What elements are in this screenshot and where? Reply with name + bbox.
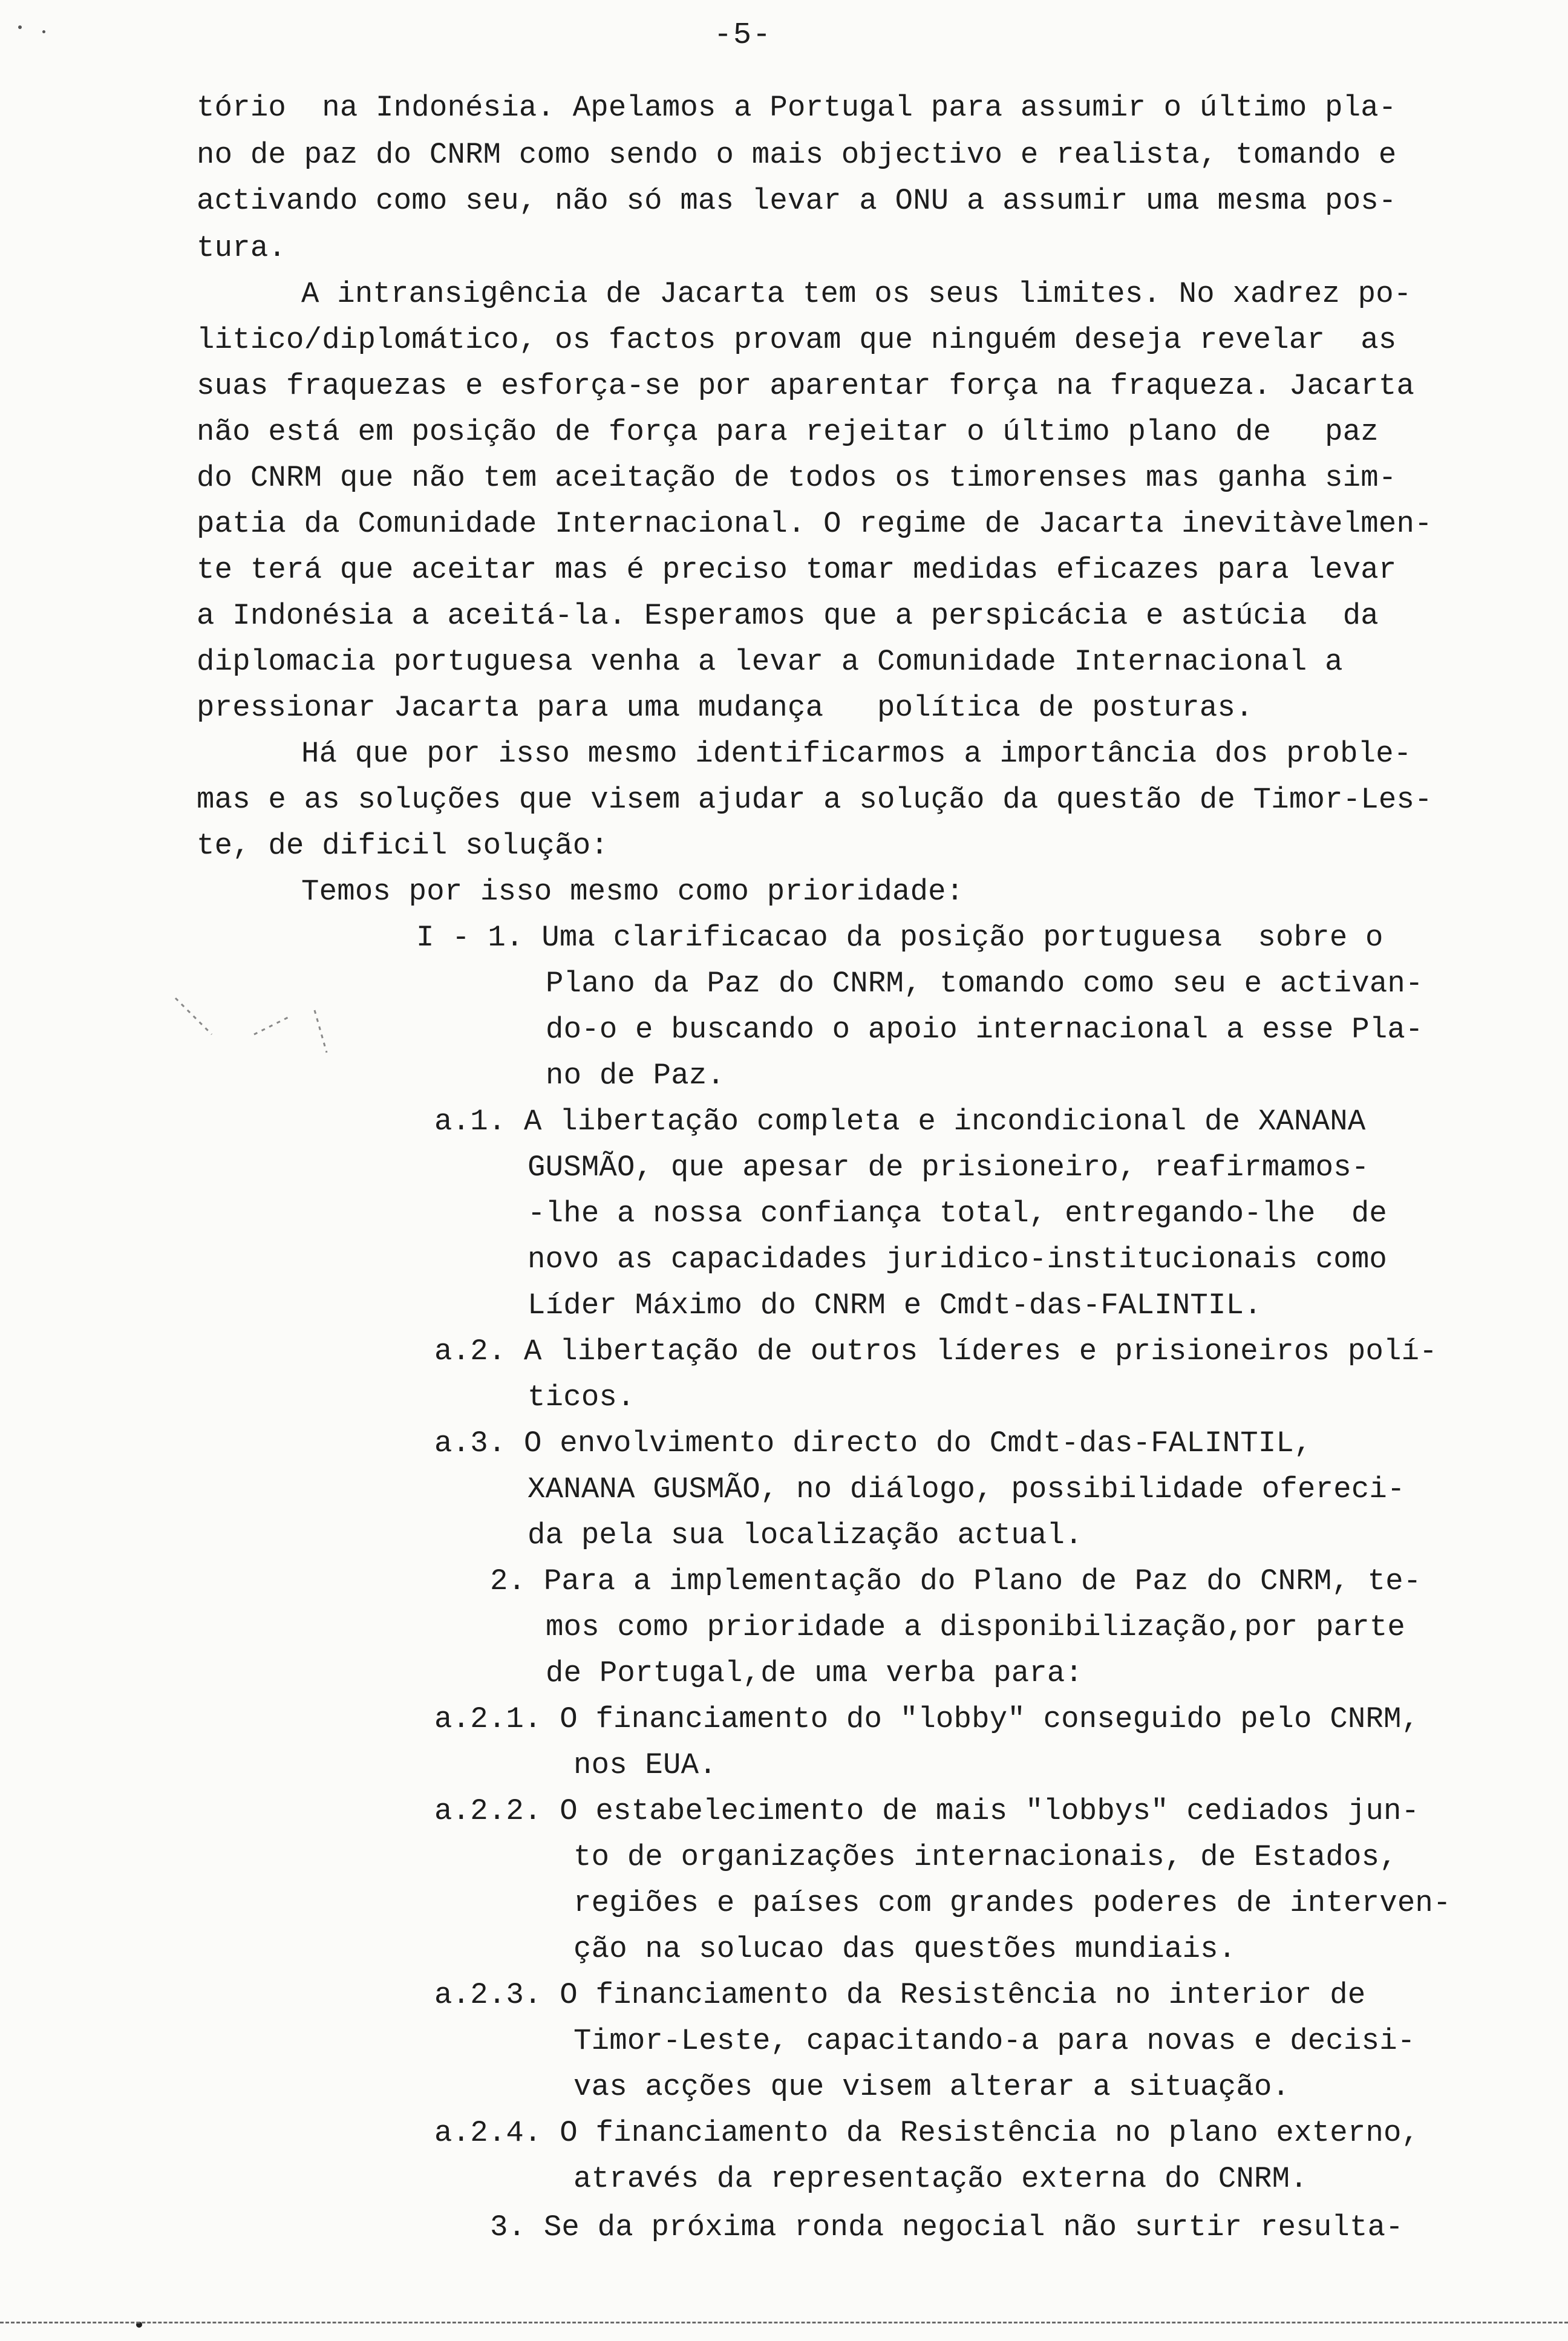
list-item: a.2.2. O estabelecimento de mais "lobbys" cediados jun- (434, 1794, 1420, 1828)
body-line: te terá que aceitar mas é preciso tomar medidas eficazes para levar (197, 553, 1397, 587)
list-item-cont: de Portugal,de uma verba para: (546, 1656, 1083, 1690)
list-item-cont: Timor-Leste, capacitando-a para novas e decisi- (573, 2024, 1416, 2058)
list-item-cont: nos EUA. (573, 1748, 717, 1782)
list-item: a.2.1. O financiamento do "lobby" conseguido pelo CNRM, (434, 1702, 1420, 1736)
list-item: 2. Para a implementação do Plano de Paz do CNRM, te- (490, 1564, 1422, 1598)
list-item-cont: to de organizações internacionais, de Estados, (573, 1840, 1397, 1874)
list-item: a.2.3. O financiamento da Resistência no interior de (434, 1978, 1366, 2012)
body-line: Há que por isso mesmo identificarmos a importância dos proble- (301, 737, 1412, 771)
list-item-cont: Líder Máximo do CNRM e Cmdt-das-FALINTIL. (528, 1288, 1262, 1322)
scan-speck (42, 30, 45, 33)
list-item-cont: ção na solucao das questões mundiais. (573, 1932, 1236, 1966)
list-item-cont: -lhe a nossa confiança total, entregando-lhe de (528, 1197, 1388, 1230)
body-line: Temos por isso mesmo como prioridade: (301, 875, 964, 909)
list-item-cont: novo as capacidades juridico-institucionais como (528, 1242, 1388, 1276)
body-line: patia da Comunidade Internacional. O regime de Jacarta inevitàvelmen- (197, 507, 1432, 541)
list-item-cont: vas acções que visem alterar a situação. (573, 2070, 1290, 2104)
list-item: I - 1. Uma clarificacao da posição portuguesa sobre o (416, 921, 1383, 955)
list-item-cont: Plano da Paz do CNRM, tomando como seu e activan- (546, 967, 1423, 1001)
bottom-scan-line (0, 2322, 1568, 2323)
list-item: a.2.4. O financiamento da Resistência no plano externo, (434, 2116, 1420, 2150)
list-item-cont: regiões e países com grandes poderes de interven- (573, 1886, 1451, 1920)
list-item-cont: XANANA GUSMÃO, no diálogo, possibilidade ofereci- (528, 1472, 1405, 1506)
list-item-cont: ticos. (528, 1380, 635, 1414)
body-line: suas fraquezas e esforça-se por aparentar força na fraqueza. Jacarta (197, 369, 1415, 403)
scan-speck (18, 25, 22, 29)
body-line: pressionar Jacarta para uma mudança política de posturas. (197, 691, 1253, 725)
page-number: -5- (714, 18, 773, 53)
list-item-cont: no de Paz. (546, 1059, 725, 1092)
body-line: a Indonésia a aceitá-la. Esperamos que a perspicácia e astúcia da (197, 599, 1379, 633)
body-line: tório na Indonésia. Apelamos a Portugal para assumir o último pla- (197, 91, 1397, 125)
list-item: a.2. A libertação de outros líderes e prisioneiros polí- (434, 1334, 1437, 1368)
list-item-cont: do-o e buscando o apoio internacional a esse Pla- (546, 1013, 1423, 1046)
body-line: diplomacia portuguesa venha a levar a Comunidade Internacional a (197, 645, 1343, 679)
scan-scribble-icon (169, 992, 345, 1065)
list-item-cont: através da representação externa do CNRM. (573, 2162, 1308, 2196)
body-line: no de paz do CNRM como sendo o mais objectivo e realista, tomando e (197, 138, 1397, 172)
body-line: mas e as soluções que visem ajudar a solução da questão de Timor-Les- (197, 783, 1432, 817)
body-line: te, de dificil solução: (197, 829, 609, 863)
body-line: litico/diplomático, os factos provam que ninguém deseja revelar as (197, 323, 1397, 357)
body-line: tura. (197, 231, 287, 265)
list-item-cont: da pela sua localização actual. (528, 1518, 1083, 1552)
body-line: não está em posição de força para rejeitar o último plano de paz (197, 415, 1379, 449)
body-line: activando como seu, não só mas levar a ONU a assumir uma mesma pos- (197, 184, 1397, 218)
list-item-cont: mos como prioridade a disponibilização,por parte (546, 1610, 1406, 1644)
list-item-cont: GUSMÃO, que apesar de prisioneiro, reafirmamos- (528, 1151, 1370, 1184)
list-item: a.1. A libertação completa e incondicional de XANANA (434, 1105, 1366, 1138)
body-line: A intransigência de Jacarta tem os seus limites. No xadrez po- (301, 277, 1412, 311)
list-item: 3. Se da próxima ronda negocial não surtir resulta- (490, 2210, 1403, 2244)
list-item: a.3. O envolvimento directo do Cmdt-das-FALINTIL, (434, 1426, 1312, 1460)
body-line: do CNRM que não tem aceitação de todos os timorenses mas ganha sim- (197, 461, 1397, 495)
